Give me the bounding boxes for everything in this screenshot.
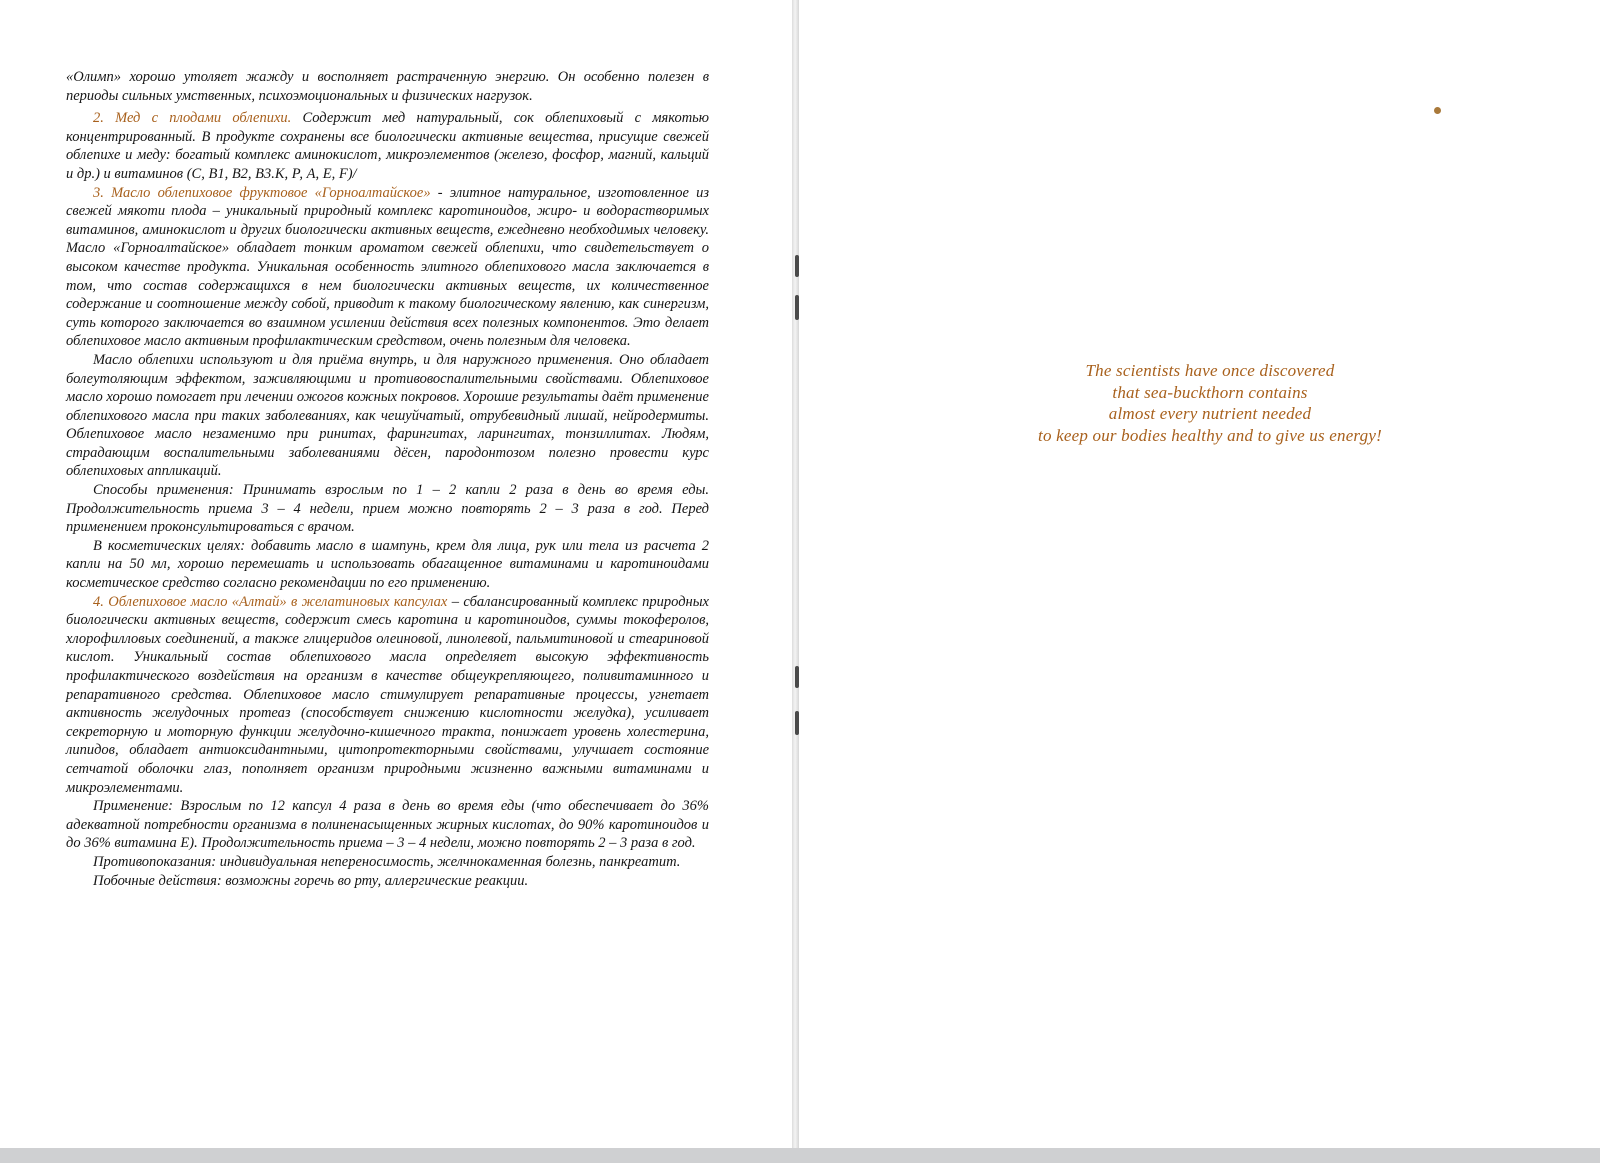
page-gutter <box>792 0 799 1148</box>
left-page <box>0 0 792 1148</box>
honey-heading: 2. Мед с плодами облепихи. <box>93 110 292 127</box>
oil-text: - элитное натуральное, изготовленное из свежей мякоти плода – уникальный природный комплекс каротиноидов, жиро- и водорастворимых витаминов, аминокислот и других биологически активных веществ, ежедневно необходимых человеку. Масло «Горноалтайское» обладает тонким ароматом свежей облепихи, что свидетельствует о высоком качестве продукта. Уникальная особенность элитного облепихового масла заключается в том, что состав содержащихся в нем биологически активных веществ, их количественное содержание и соотношение между собой, приводит к такому биологическому явлению, как синергизм, суть которого заключается во взаимном усилении действия всех полезных компонентов. Это делает облепиховое масло активным профилактическим средством, очень полезным для человека. <box>66 184 710 350</box>
paragraph-contraindications: Противопоказания: индивидуальная непереносимость, желчнокаменная болезнь, панкреатит. <box>93 853 681 870</box>
quote-line: The scientists have once discovered <box>1085 361 1335 380</box>
paragraph-honey <box>66 109 709 183</box>
paragraph-application-methods: Способы применения: Принимать взрослым по 1 – 2 капли 2 раза в день во время еды. Продолжительность приема 3 – 4 недели, прием можно повторять 2 – 3 раза в год. Перед применением проконсультироваться с врачом. <box>66 482 709 536</box>
oil-heading: 3. Масло облепиховое фруктовое «Горноалтайское» <box>93 184 431 201</box>
paragraph-oil-gornoaltaiskoe <box>66 184 709 351</box>
quote-line: that sea-buckthorn contains <box>1112 382 1308 402</box>
scanner-edge <box>0 1148 1600 1163</box>
paragraph-capsules-dosage: Применение: Взрослым по 12 капсул 4 раза в день во время еды (что обеспечивает до 36% адекватной потребности организма в полиненасыщенных жирных кислотах, до 90% каротиноидов и до 36% витамина Е). Продолжительность приема – 3 – 4 недели, можно повторять 2 – 3 раза в год. <box>66 798 709 852</box>
capsules-text: – сбалансированный комплекс природных биологически активных веществ, содержит смесь каротина и каротиноидов, суммы токоферолов, хлорофилловых соединений, а также глицеридов олеиновой, линолевой, пальмитиновой и стеариновой кислот. Уникальный состав облепихового масла определяет высокую эффективность профилактического воздействия на организм в качестве общеукрепляющего, поливитаминного и репаративного средства. Облепиховое масло стимулирует репаративные процессы, угнетает активность желудочных протеаз (способствует снижению кислотности желудка), усиливает секреторную и моторную функции желудочно-кишечного тракта, понижает уровень холестерина, липидов, обладает антиоксидантными, цитопротекторными свойствами, улучшает состояние сетчатой оболочки глаз, пополняет организм природными жизненно важными витаминами и микроэлементами. <box>66 593 709 796</box>
paper-speck <box>1434 107 1441 114</box>
quote-line: almost every nutrient needed <box>1108 404 1312 424</box>
paragraph-oil-usage: Масло облепихи используют и для приёма внутрь, и для наружного применения. Оно обладает болеутоляющим эффектом, заживляющими и противовоспалительными свойствами. Облепиховое масло хорошо помогает при лечении ожогов кожных покровов. Хорошие результаты даёт применение облепихового масла при таких заболеваниях, как чешуйчатый, отрубевидный лишай, нейродермиты. Облепиховое масло незаменимо при ринитах, фарингитах, ларингитах, тонзиллитах. Людям, страдающим воспалительными заболеваниями дёсен, пародонтозом полезно провести курс облепиховых аппликаций. <box>66 351 709 480</box>
right-page <box>799 0 1600 1148</box>
paragraph-capsules <box>66 593 709 798</box>
paragraph-side-effects: Побочные действия: возможны горечь во рту, аллергические реакции. <box>93 872 529 889</box>
capsules-heading: 4. Облепиховое масло «Алтай» в желатиновых капсулах <box>93 593 448 610</box>
sea-buckthorn-quote <box>830 360 1590 446</box>
honey-text: Содержит мед натуральный, сок облепиховый с мякотью концентрированный. В продукте сохранены все биологически активные вещества, присущие свежей облепихе и меду: богатый комплекс аминокислот, микроэлементов (железо, фосфор, магний, кальций и др.) и витаминов (С, В1, В2, В3.К, Р, А, Е, F)/ <box>66 110 709 182</box>
left-page-text <box>66 68 709 890</box>
paragraph-cosmetic: В косметических целях: добавить масло в шампунь, крем для лица, рук или тела из расчета 2 капли на 50 мл, хорошо перемешать и использовать обагащенное витаминами и каротиноидами косметическое средство согласно рекомендации по его применению. <box>66 537 709 592</box>
quote-line: to keep our bodies healthy and to give us energy! <box>1038 425 1382 445</box>
paragraph-olimp: «Олимп» хорошо утоляет жажду и восполняет растраченную энергию. Он особенно полезен в периоды сильных умственных, психоэмоциональных и физических нагрузок. <box>66 69 709 104</box>
